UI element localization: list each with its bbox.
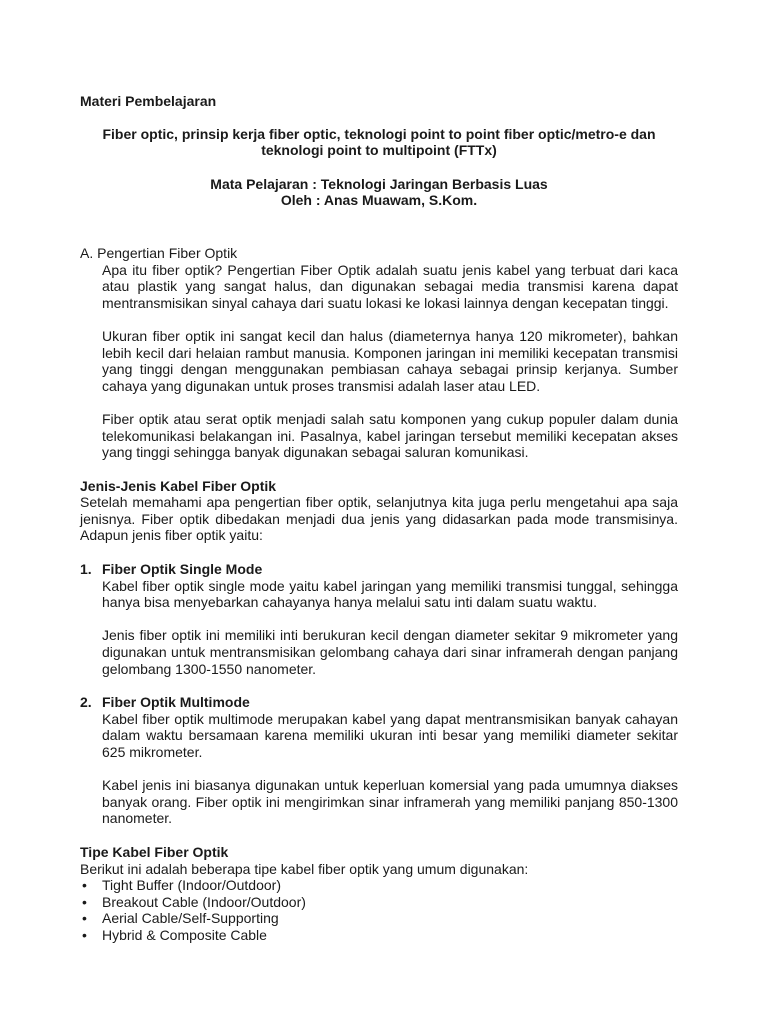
paragraph: Kabel fiber optik multimode merupakan kabel yang dapat mentransmisikan banyak cahayan dalam waktu bersamaan karena memiliki ukuran inti besar yang memiliki diameter sekitar 625 mikrometer. xyxy=(102,710,678,760)
section-heading: Jenis-Jenis Kabel Fiber Optik xyxy=(80,477,277,494)
section-types xyxy=(80,478,678,827)
document-title-line: Fiber optic, prinsip kerja fiber optic, teknologi point to point fiber optic/metro-e dan xyxy=(102,125,656,142)
list-item: • Breakout Cable (Indoor/Outdoor) xyxy=(80,894,678,911)
paragraph: Kabel jenis ini biasanya digunakan untuk keperluan komersial yang pada umumnya diakses banyak orang. Fiber optik ini mengirimkan sinar inframerah yang memiliki panjang 850-1300 nanometer. xyxy=(102,777,678,827)
bullet-list xyxy=(80,877,678,943)
list-item xyxy=(80,694,678,827)
paragraph: Jenis fiber optik ini memiliki inti berukuran kecil dengan diameter sekitar 9 mikrometer yang digunakan untuk mentransmisikan gelombang cahaya dari sinar inframerah dengan panjang gelombang 1300-1550 nanometer. xyxy=(102,627,678,677)
subject-line: Mata Pelajaran : Teknologi Jaringan Berbasis Luas xyxy=(210,175,548,192)
list-item-title: Fiber Optik Multimode xyxy=(102,694,250,711)
section-heading: A. Pengertian Fiber Optik xyxy=(80,244,238,261)
paragraph: Berikut ini adalah beberapa tipe kabel fiber optik yang umum digunakan: xyxy=(80,860,529,877)
document-title-line: teknologi point to multipoint (FTTx) xyxy=(261,142,497,159)
list-item: • Aerial Cable/Self-Supporting xyxy=(80,910,678,927)
list-item: • Hybrid & Composite Cable xyxy=(80,927,678,944)
list-item: • Tight Buffer (Indoor/Outdoor) xyxy=(80,877,678,894)
list-item-title: Fiber Optik Single Mode xyxy=(102,561,263,578)
document-label: Materi Pembelajaran xyxy=(80,93,217,109)
author-line: Oleh : Anas Muawam, S.Kom. xyxy=(280,192,478,209)
document-body xyxy=(80,93,678,944)
section-definition xyxy=(80,245,678,461)
document-title xyxy=(80,126,678,159)
section-heading: Tipe Kabel Fiber Optik xyxy=(80,843,229,860)
paragraph: Apa itu fiber optik? Pengertian Fiber Optik adalah suatu jenis kabel yang terbuat dari kaca atau plastik yang sangat halus, dan digunakan sebagai media transmisi karena dapat mentransmisikan sinyal cahaya dari suatu lokasi ke lokasi lainnya dengan kecepatan tinggi. xyxy=(102,261,678,311)
paragraph: Fiber optik atau serat optik menjadi salah satu komponen yang cukup populer dalam dunia telekomunikasi belakangan ini. Pasalnya, kabel jaringan tersebut memiliki kecepatan akses yang tinggi sehingga banyak digunakan sebagai saluran komunikasi. xyxy=(102,410,678,461)
list-number: 1. xyxy=(80,561,92,578)
document-meta xyxy=(80,176,678,209)
paragraph: Ukuran fiber optik ini sangat kecil dan halus (diameternya hanya 120 mikrometer), bahkan lebih kecil dari helaian rambut manusia. Komponen jaringan ini memiliki kecepatan transmisi yang tinggi dengan menggunakan pembiasan cahaya sebagai prinsip kerjanya. Sumber cahaya yang digunakan untuk proses transmisi adalah laser atau LED. xyxy=(102,327,678,394)
paragraph: Setelah memahami apa pengertian fiber optik, selanjutnya kita juga perlu mengetahui apa saja jenisnya. Fiber optik dibedakan menjadi dua jenis yang didasarkan pada mode transmisinya. Adapun jenis fiber optik yaitu: xyxy=(80,494,678,544)
list-number: 2. xyxy=(80,694,92,711)
section-cable-types xyxy=(80,844,678,944)
paragraph: Kabel fiber optik single mode yaitu kabel jaringan yang memiliki transmisi tunggal, sehingga hanya bisa menyebarkan cahayanya hanya melalui satu inti dalam suatu waktu. xyxy=(102,577,678,611)
section-content xyxy=(80,262,678,461)
list-item xyxy=(80,561,678,677)
numbered-list xyxy=(80,561,678,827)
